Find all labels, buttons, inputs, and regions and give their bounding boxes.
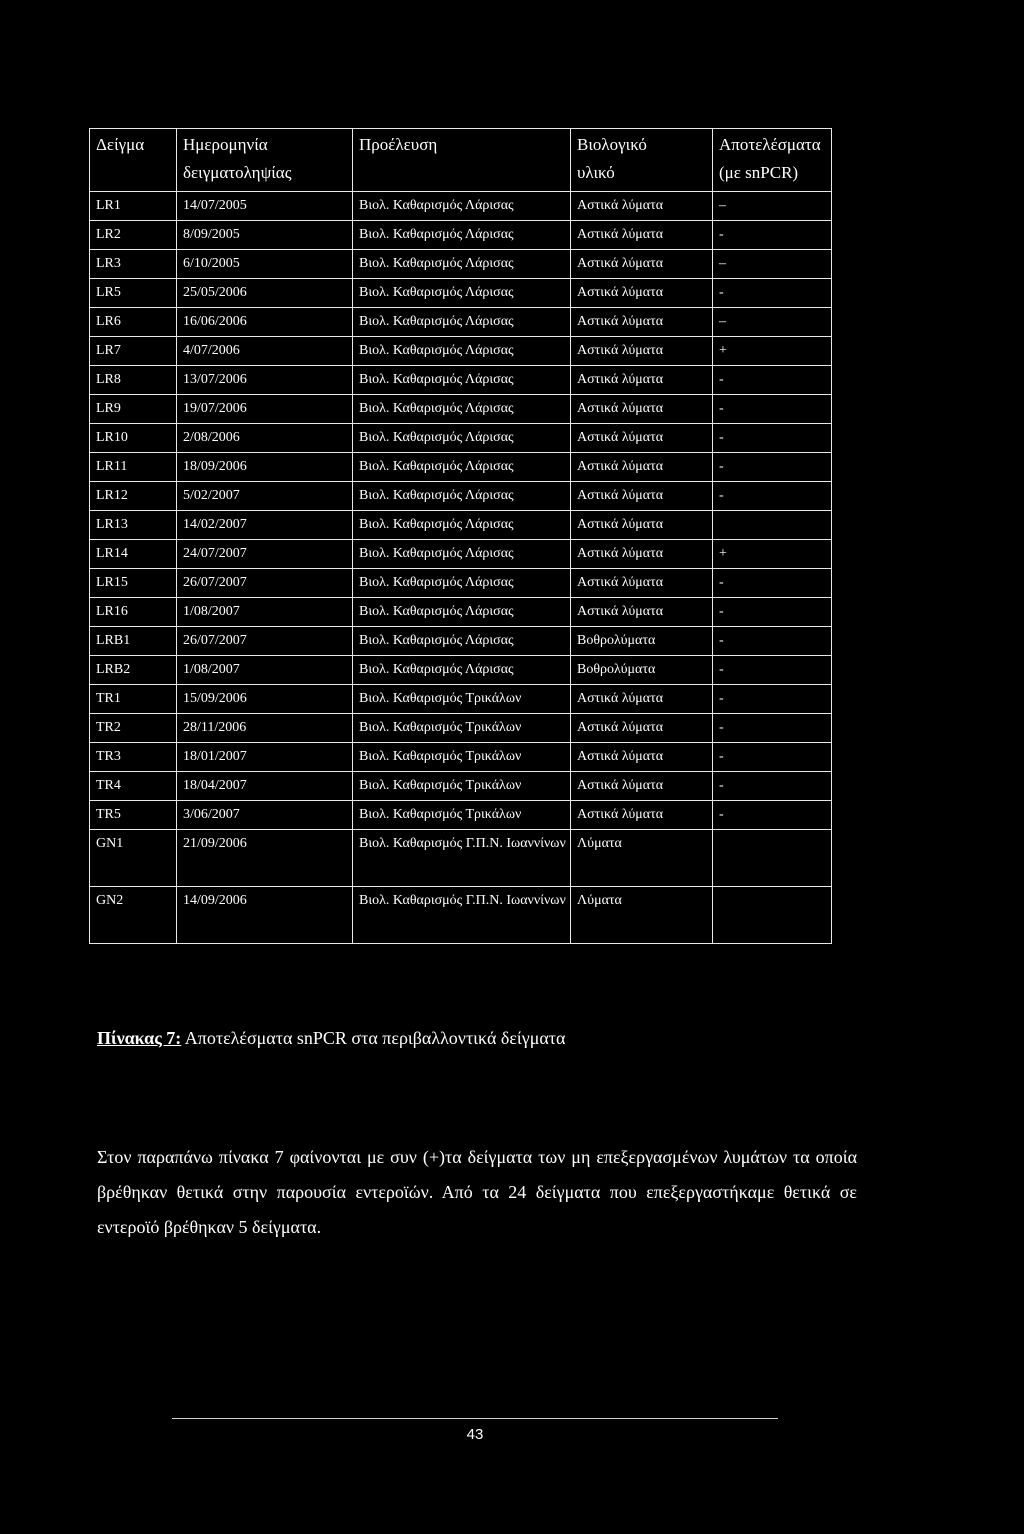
table-cell: 14/09/2006 <box>177 887 353 944</box>
table-cell: Αστικά λύματα <box>571 714 713 743</box>
table-cell: - <box>713 714 832 743</box>
table-cell: LRB2 <box>90 656 177 685</box>
table-cell: Βιολ. Καθαρισμός Λάρισας <box>353 221 571 250</box>
table-row <box>90 569 832 598</box>
table-cell: 26/07/2007 <box>177 627 353 656</box>
table-body <box>90 192 832 944</box>
table-cell: LR7 <box>90 337 177 366</box>
table-cell: Βιολ. Καθαρισμός Λάρισας <box>353 569 571 598</box>
table-cell: LR1 <box>90 192 177 221</box>
table-row <box>90 743 832 772</box>
table-caption <box>97 1028 897 1049</box>
table-cell: Βιολ. Καθαρισμός Τρικάλων <box>353 772 571 801</box>
table-cell: Αστικά λύματα <box>571 569 713 598</box>
table-cell: Αστικά λύματα <box>571 453 713 482</box>
table-cell: 19/07/2006 <box>177 395 353 424</box>
table-cell: Βιολ. Καθαρισμός Λάρισας <box>353 627 571 656</box>
table-row <box>90 801 832 830</box>
column-header-line: υλικό <box>577 163 615 182</box>
table-cell: 18/04/2007 <box>177 772 353 801</box>
table-header-row <box>90 129 832 192</box>
table-cell: - <box>713 453 832 482</box>
table-cell: 16/06/2006 <box>177 308 353 337</box>
table-cell: – <box>713 308 832 337</box>
table-cell: LR6 <box>90 308 177 337</box>
table-cell: 1/08/2007 <box>177 656 353 685</box>
table-cell: - <box>713 627 832 656</box>
table-cell: Αστικά λύματα <box>571 801 713 830</box>
table-cell: Βιολ. Καθαρισμός Λάρισας <box>353 337 571 366</box>
table-cell: 18/01/2007 <box>177 743 353 772</box>
table-row <box>90 714 832 743</box>
table-cell: Αστικά λύματα <box>571 308 713 337</box>
table-row <box>90 540 832 569</box>
table-cell: - <box>713 685 832 714</box>
table-cell: Λύματα <box>571 887 713 944</box>
table-cell: LR3 <box>90 250 177 279</box>
table-cell: GN2 <box>90 887 177 944</box>
table-cell: Βιολ. Καθαρισμός Λάρισας <box>353 453 571 482</box>
table-row <box>90 337 832 366</box>
table-cell: + <box>713 540 832 569</box>
table-row <box>90 887 832 944</box>
table-cell: - <box>713 743 832 772</box>
table-cell: LR14 <box>90 540 177 569</box>
table-cell: LR11 <box>90 453 177 482</box>
table-cell <box>713 830 832 887</box>
table-row <box>90 453 832 482</box>
table-cell: Αστικά λύματα <box>571 221 713 250</box>
table-cell: Βοθρολύματα <box>571 656 713 685</box>
table-cell: Αστικά λύματα <box>571 366 713 395</box>
table-cell: + <box>713 337 832 366</box>
table-cell: Αστικά λύματα <box>571 511 713 540</box>
table-cell: Βιολ. Καθαρισμός Τρικάλων <box>353 743 571 772</box>
table-cell: LRB1 <box>90 627 177 656</box>
table-row <box>90 308 832 337</box>
table-cell: LR13 <box>90 511 177 540</box>
table-cell <box>713 887 832 944</box>
table-cell: TR1 <box>90 685 177 714</box>
table-cell: 25/05/2006 <box>177 279 353 308</box>
table-cell: 21/09/2006 <box>177 830 353 887</box>
table-cell: Βιολ. Καθαρισμός Τρικάλων <box>353 801 571 830</box>
column-header-line: Δείγμα <box>96 135 145 154</box>
table-cell: LR2 <box>90 221 177 250</box>
table-cell: - <box>713 569 832 598</box>
table-cell: - <box>713 424 832 453</box>
table-cell: - <box>713 221 832 250</box>
table-cell: 24/07/2007 <box>177 540 353 569</box>
table-cell: Αστικά λύματα <box>571 685 713 714</box>
column-header-line: Ημερομηνία <box>183 135 268 154</box>
caption-text: Αποτελέσματα snPCR στα περιβαλλοντικά δείγματα <box>181 1028 566 1048</box>
table-row <box>90 279 832 308</box>
column-header-line: Βιολογικό <box>577 135 647 154</box>
table-cell: Βιολ. Καθαρισμός Λάρισας <box>353 482 571 511</box>
table-cell: Αστικά λύματα <box>571 424 713 453</box>
column-header-line: Προέλευση <box>359 135 438 154</box>
table-cell: 6/10/2005 <box>177 250 353 279</box>
table-row <box>90 482 832 511</box>
table-row <box>90 598 832 627</box>
table-row <box>90 627 832 656</box>
table-cell: - <box>713 279 832 308</box>
table-cell: Βοθρολύματα <box>571 627 713 656</box>
table-cell: LR10 <box>90 424 177 453</box>
table-row <box>90 830 832 887</box>
table-cell: Λύματα <box>571 830 713 887</box>
table-cell: - <box>713 395 832 424</box>
table-cell: - <box>713 772 832 801</box>
table-cell: Βιολ. Καθαρισμός Τρικάλων <box>353 685 571 714</box>
table-cell: 5/02/2007 <box>177 482 353 511</box>
table-cell: Βιολ. Καθαρισμός Τρικάλων <box>353 714 571 743</box>
table-row <box>90 424 832 453</box>
table-cell: Αστικά λύματα <box>571 598 713 627</box>
table-cell: Βιολ. Καθαρισμός Λάρισας <box>353 598 571 627</box>
table-row <box>90 221 832 250</box>
column-header-line: (με snPCR) <box>719 163 799 182</box>
table-cell: Βιολ. Καθαρισμός Λάρισας <box>353 424 571 453</box>
table-cell: Αστικά λύματα <box>571 279 713 308</box>
table-row <box>90 395 832 424</box>
table-cell: Βιολ. Καθαρισμός Λάρισας <box>353 279 571 308</box>
table-cell: Βιολ. Καθαρισμός Γ.Π.Ν. Ιωαννίνων <box>353 830 571 887</box>
table-cell: 28/11/2006 <box>177 714 353 743</box>
table-cell: – <box>713 250 832 279</box>
footer-divider <box>172 1418 778 1419</box>
table-cell: 8/09/2005 <box>177 221 353 250</box>
table-row <box>90 656 832 685</box>
column-header-line: δειγματοληψίας <box>183 163 292 182</box>
table-row <box>90 685 832 714</box>
table-cell: GN1 <box>90 830 177 887</box>
table-cell: Βιολ. Καθαρισμός Λάρισας <box>353 511 571 540</box>
table-cell: LR8 <box>90 366 177 395</box>
table-cell: Αστικά λύματα <box>571 743 713 772</box>
table-cell: Αστικά λύματα <box>571 482 713 511</box>
table-cell: Αστικά λύματα <box>571 192 713 221</box>
table-cell: 1/08/2007 <box>177 598 353 627</box>
table-cell: - <box>713 598 832 627</box>
table-cell: Βιολ. Καθαρισμός Γ.Π.Ν. Ιωαννίνων <box>353 887 571 944</box>
table-cell: TR5 <box>90 801 177 830</box>
table-cell: LR16 <box>90 598 177 627</box>
table-cell: 18/09/2006 <box>177 453 353 482</box>
column-header <box>177 129 353 192</box>
table-cell: 14/07/2005 <box>177 192 353 221</box>
table-cell: Βιολ. Καθαρισμός Λάρισας <box>353 250 571 279</box>
table-cell: Αστικά λύματα <box>571 540 713 569</box>
table-cell: TR3 <box>90 743 177 772</box>
table-row <box>90 192 832 221</box>
table-cell: Αστικά λύματα <box>571 772 713 801</box>
table-cell: 14/02/2007 <box>177 511 353 540</box>
table-row <box>90 772 832 801</box>
table-row <box>90 366 832 395</box>
column-header <box>90 129 177 192</box>
table-cell: Αστικά λύματα <box>571 250 713 279</box>
table-cell: LR5 <box>90 279 177 308</box>
table-cell: 15/09/2006 <box>177 685 353 714</box>
table-cell: - <box>713 801 832 830</box>
column-header <box>571 129 713 192</box>
table-cell: - <box>713 482 832 511</box>
column-header <box>713 129 832 192</box>
column-header-line: Αποτελέσματα <box>719 135 821 154</box>
table-row <box>90 250 832 279</box>
table-cell: LR12 <box>90 482 177 511</box>
table-cell: 13/07/2006 <box>177 366 353 395</box>
table-cell: Αστικά λύματα <box>571 337 713 366</box>
table-row <box>90 511 832 540</box>
page-number: 43 <box>466 1426 484 1443</box>
table-cell: 26/07/2007 <box>177 569 353 598</box>
body-paragraph: Στον παραπάνω πίνακα 7 φαίνονται με συν (+)τα δείγματα των μη επεξεργασμένων λυμάτων τα οποία βρέθηκαν θετικά στην παρουσία εντεροϊών. Από τα 24 δείγματα που επεξεργαστήκαμε θετικά σε εντεροϊό βρέθηκαν 5 δείγματα. <box>97 1147 857 1237</box>
table-cell: – <box>713 192 832 221</box>
table-cell: 3/06/2007 <box>177 801 353 830</box>
results-table <box>89 128 832 944</box>
table-cell: Βιολ. Καθαρισμός Λάρισας <box>353 192 571 221</box>
table-cell: - <box>713 366 832 395</box>
table-cell: Βιολ. Καθαρισμός Λάρισας <box>353 395 571 424</box>
table-cell: 2/08/2006 <box>177 424 353 453</box>
table-cell: Βιολ. Καθαρισμός Λάρισας <box>353 656 571 685</box>
table-cell: 4/07/2006 <box>177 337 353 366</box>
table-cell: TR4 <box>90 772 177 801</box>
table-cell: Βιολ. Καθαρισμός Λάρισας <box>353 540 571 569</box>
table-cell: - <box>713 656 832 685</box>
table-cell: Βιολ. Καθαρισμός Λάρισας <box>353 366 571 395</box>
table-cell <box>713 511 832 540</box>
table-cell: LR9 <box>90 395 177 424</box>
caption-label: Πίνακας 7: <box>97 1028 182 1048</box>
table-cell: Αστικά λύματα <box>571 395 713 424</box>
table-cell: LR15 <box>90 569 177 598</box>
column-header <box>353 129 571 192</box>
table-cell: Βιολ. Καθαρισμός Λάρισας <box>353 308 571 337</box>
table-cell: TR2 <box>90 714 177 743</box>
